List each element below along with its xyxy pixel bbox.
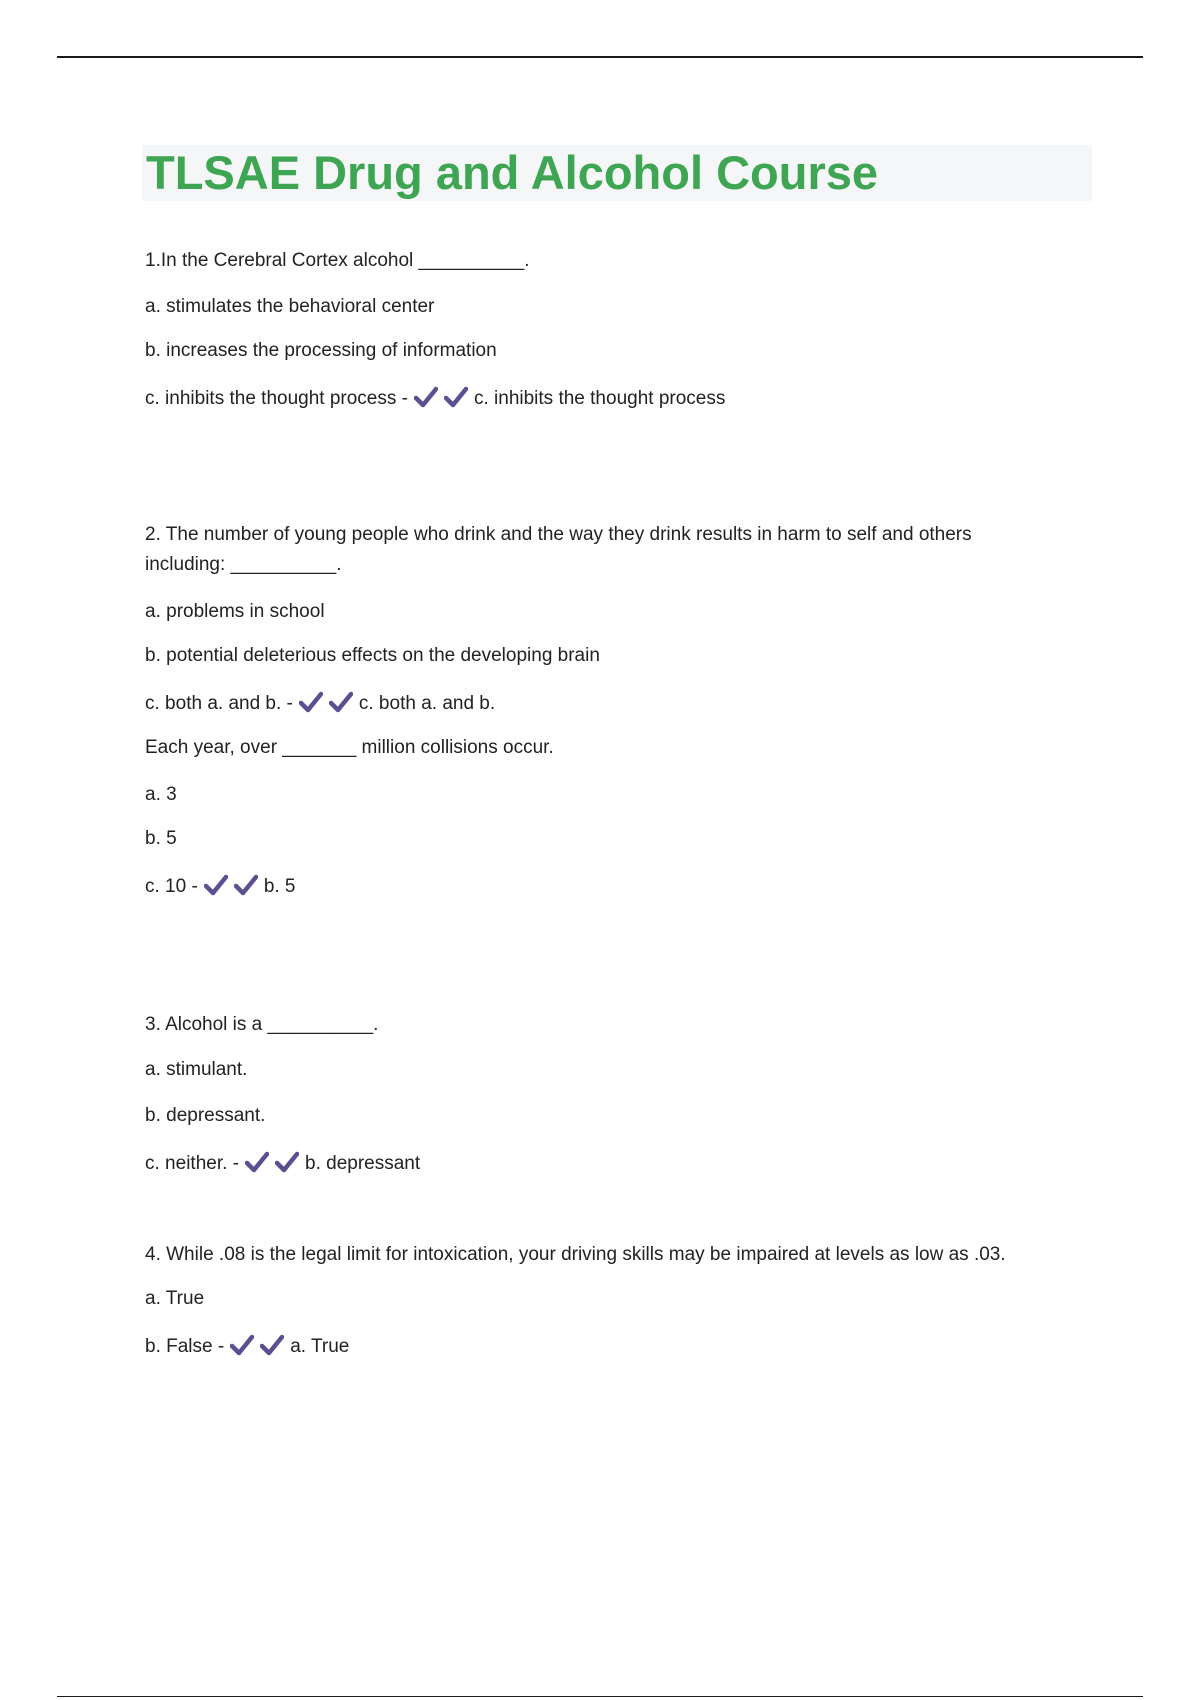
- question-2-option-c: c. both a. and b. -: [145, 693, 293, 714]
- question-2-option-a: a. problems in school: [145, 601, 325, 622]
- question-2-prompt-line2: including: __________.: [145, 554, 342, 575]
- question-2-option-c-answer: [145, 689, 495, 719]
- checkmark-icon: [245, 1151, 269, 1173]
- collisions-answer: b. 5: [263, 876, 296, 897]
- checkmark-icon: [275, 1151, 299, 1173]
- question-1-option-a: a. stimulates the behavioral center: [145, 296, 435, 317]
- question-3-prompt: 3. Alcohol is a __________.: [145, 1014, 379, 1035]
- question-3-answer: b. depressant: [305, 1153, 421, 1174]
- question-2-answer: c. both a. and b.: [358, 693, 496, 714]
- question-1-option-c-answer: [145, 384, 725, 414]
- collisions-option-c-answer: [145, 872, 296, 902]
- question-1-option-b: b. increases the processing of information: [145, 340, 497, 361]
- question-2-option-b: b. potential deleterious effects on the developing brain: [145, 645, 600, 666]
- checkmark-icon: [329, 691, 353, 713]
- top-rule: [57, 56, 1143, 58]
- question-1-option-c: c. inhibits the thought process -: [145, 388, 408, 409]
- question-3-option-b: b. depressant.: [145, 1105, 266, 1126]
- question-3-option-a: a. stimulant.: [145, 1059, 248, 1080]
- collisions-question-prompt: Each year, over _______ million collisions occur.: [145, 737, 554, 758]
- checkmark-icon: [230, 1334, 254, 1356]
- checkmark-icon: [260, 1334, 284, 1356]
- question-4-prompt: 4. While .08 is the legal limit for intoxication, your driving skills may be impaired at levels as low as .03.: [145, 1244, 1006, 1265]
- document-title: TLSAE Drug and Alcohol Course: [146, 146, 879, 199]
- checkmark-icon: [234, 874, 258, 896]
- question-2-prompt-line1: 2. The number of young people who drink and the way they drink results in harm to self and others: [145, 524, 972, 545]
- question-4-option-b-answer: [145, 1332, 349, 1362]
- question-1-answer: c. inhibits the thought process: [473, 388, 726, 409]
- checkmark-icon: [414, 386, 438, 408]
- question-4-option-a: a. True: [145, 1288, 205, 1309]
- checkmark-icon: [204, 874, 228, 896]
- collisions-option-b: b. 5: [145, 828, 177, 849]
- question-3-option-c: c. neither. -: [145, 1153, 239, 1174]
- checkmark-icon: [299, 691, 323, 713]
- question-4-option-b: b. False -: [145, 1336, 225, 1357]
- bottom-rule: [57, 1696, 1143, 1697]
- checkmark-icon: [444, 386, 468, 408]
- question-4-answer: a. True: [290, 1336, 350, 1357]
- question-3-option-c-answer: [145, 1149, 420, 1179]
- question-1-prompt: 1.In the Cerebral Cortex alcohol __________.: [145, 250, 530, 271]
- collisions-option-c: c. 10 -: [145, 876, 198, 897]
- collisions-option-a: a. 3: [145, 784, 177, 805]
